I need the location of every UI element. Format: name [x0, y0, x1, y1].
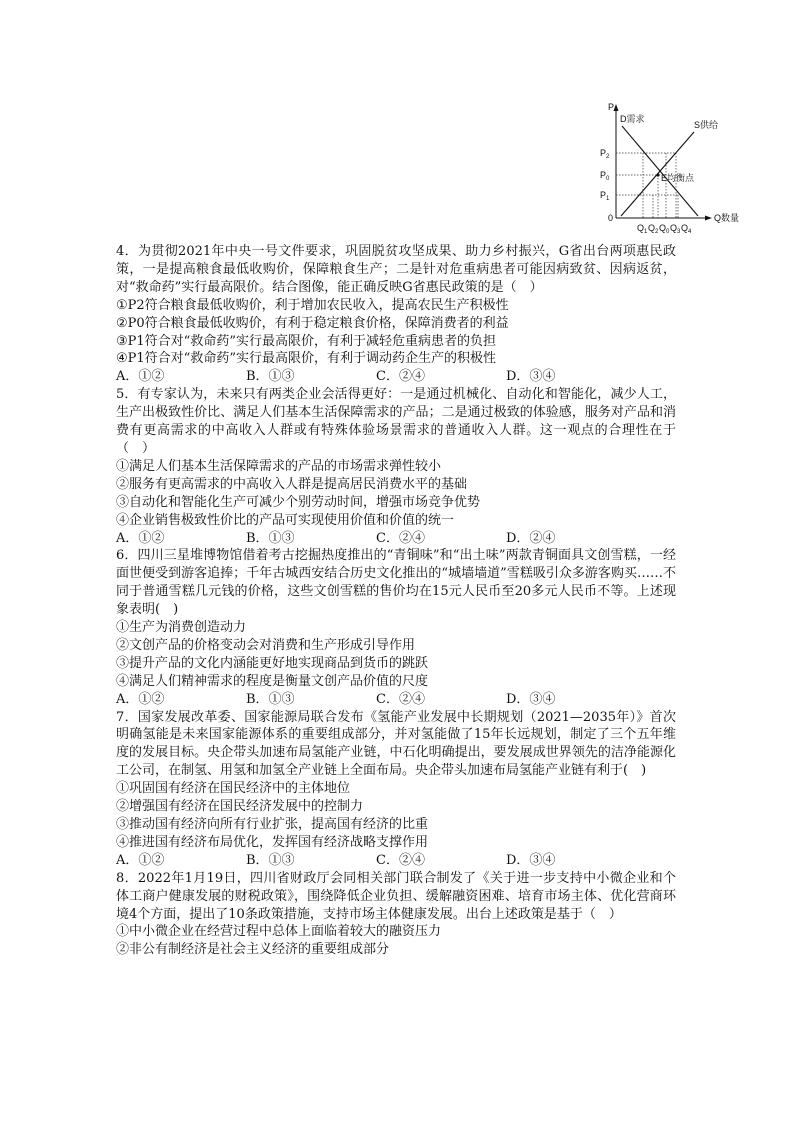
option-item: ②文创产品的价格变动会对消费和生产形成引导作用 [116, 637, 416, 653]
choice-d[interactable]: D．③④ [506, 369, 556, 385]
choice-a[interactable]: A．①② [116, 691, 165, 707]
question-7 [116, 709, 676, 870]
question-stem: 6．四川三星堆博物馆借着考古挖掘热度推出的“青铜味”和“出土味”两款青铜面具文创雪糕，一经面世便受到游客追捧；千年古城西安结合历史文化推出的“城墙墙道”雪糕吸引众多游客购买……不同于普通雪糕几元钱的价格，这些文创雪糕的售价均在15元人民币至20多元人民币不等。上述现象表明( ) [116, 548, 676, 618]
choice-a[interactable]: A．①② [116, 530, 165, 546]
option-item: ①中小微企业在经营过程中总体上面临着较大的融资压力 [116, 924, 442, 940]
option-item: ①生产为消费创造动力 [116, 620, 247, 636]
answer-choices [116, 368, 676, 386]
option-item: ④推进国有经济布局优化，发挥国有经济战略支撑作用 [116, 834, 429, 850]
option-item: ②增强国有经济在国民经济发展中的控制力 [116, 799, 364, 815]
choice-b[interactable]: B．①③ [246, 530, 295, 546]
p0-tick: $P_0$ [600, 170, 610, 182]
question-5 [116, 386, 676, 547]
option-item: ②服务有更高需求的中高收入人群是提高居民消费水平的基础 [116, 476, 468, 492]
demand-label: D需求 [620, 114, 645, 124]
question-stem: 5．有专家认为，未来只有两类企业会活得更好：一是通过机械化、自动化和智能化，减少人工，生产出极致性价比、满足人们基本生活保障需求的产品；二是通过极致的体验感，服务对产品和消费有更高需求的中高收入人群或有特殊体验场景需求的普通收入人群。这一观点的合理性在于（ ） [116, 387, 676, 456]
option-item: ③自动化和智能化生产可减少个别劳动时间，增强市场竞争优势 [116, 494, 481, 510]
question-stem: 4．为贯彻2021年中央一号文件要求，巩固脱贫攻坚成果、助力乡村振兴，G省出台两项惠民政策，一是提高粮食最低收购价，保障粮食生产；二是针对危重病患者可能因病致贫、因病返贫，对“救命药”实行最高限价。结合图像，能正确反映G省惠民政策的是（ ） [116, 244, 676, 295]
question-8 [116, 870, 676, 960]
question-4 [116, 243, 676, 386]
question-stem: 8．2022年1月19日，四川省财政厅会同相关部门联合制发了《关于进一步支持中小微企业和个体工商户健康发展的财税政策》，围绕降低企业负担、缓解融资困难、培育市场主体、优化营商环境4个方面，提出了10条政策措施，支持市场主体健康发展。出台上述政策是基于（ ） [116, 870, 676, 922]
answer-choices [116, 852, 676, 870]
option-item: ①P2符合粮食最低收购价，利于增加农民收入，提高农民生产积极性 [116, 297, 509, 313]
x-axis-arrow [705, 216, 712, 221]
p2-tick: $P_2$ [600, 148, 610, 160]
choice-a[interactable]: A．①② [116, 852, 165, 868]
option-item: ②P0符合粮食最低收购价，有利于稳定粮食价格，保障消费者的利益 [116, 315, 509, 331]
y-axis-label: P [608, 102, 615, 112]
choice-c[interactable]: C．②④ [376, 530, 425, 546]
choice-c[interactable]: C．②④ [376, 369, 425, 385]
option-item: ③推动国有经济向所有行业扩张，提高国有经济的比重 [116, 817, 429, 832]
choice-d[interactable]: D．②④ [506, 530, 556, 546]
option-item: ①巩固国有经济在国民经济中的主体地位 [116, 781, 351, 797]
choice-b[interactable]: B．①③ [246, 369, 295, 385]
question-stem: 7．国家发展改革委、国家能源局联合发布《氢能产业发展中长期规划（2021—2035年）》首次明确氢能是未来国家能源体系的重要组成部分，并对氢能做了15年长远规划，制定了三个五年维度的发展目标。央企带头加速布局氢能产业链，中石化明确提出，要发展成世界领先的洁净能源化工公司，在制氢、用氢和加氢全产业链上全面布局。央企带头加速布局氢能产业链有利于( ) [116, 709, 676, 779]
equilibrium-point [656, 173, 659, 176]
choice-b[interactable]: B．①③ [246, 691, 295, 707]
supply-demand-chart [590, 100, 780, 240]
equilibrium-label: E均衡点 [661, 173, 695, 183]
q0-tick: $Q_0$ [659, 223, 670, 235]
supply-label: S供给 [694, 120, 719, 130]
choice-a[interactable]: A．①② [116, 369, 165, 385]
choice-b[interactable]: B．①③ [246, 852, 295, 868]
q3-tick: $Q_3$ [670, 223, 681, 235]
question-6 [116, 547, 676, 708]
option-item: ④企业销售极致性价比的产品可实现使用价值和价值的统一 [116, 512, 455, 528]
q1-tick: $Q_1$ [637, 223, 648, 235]
option-item: ①满足人们基本生活保障需求的产品的市场需求弹性较小 [116, 458, 442, 474]
y-axis-arrow [614, 104, 619, 111]
answer-choices [116, 530, 676, 548]
answer-choices [116, 691, 676, 709]
x-axis-label: Q数量 [714, 213, 740, 223]
questions-section [116, 243, 676, 959]
choice-c[interactable]: C．②④ [376, 852, 425, 868]
option-item: ③P1符合对“救命药”实行最高限价，有利于减轻危重病患者的负担 [116, 333, 496, 349]
option-item: ②非公有制经济是社会主义经济的重要组成部分 [116, 942, 390, 958]
supply-demand-graph [590, 100, 780, 240]
q4-tick: $Q_4$ [681, 223, 692, 235]
choice-c[interactable]: C．②④ [376, 691, 425, 707]
origin-label: 0 [608, 213, 614, 223]
option-item: ④满足人们精神需求的程度是衡量文创产品价值的尺度 [116, 673, 429, 689]
option-item: ④P1符合对“救命药”实行最高限价，有利于调动药企生产的积极性 [116, 351, 496, 367]
option-item: ③提升产品的文化内涵能更好地实现商品到货币的跳跃 [116, 655, 429, 671]
choice-d[interactable]: D．③④ [506, 852, 556, 868]
choice-d[interactable]: D．③④ [506, 691, 556, 707]
q2-tick: $Q_2$ [648, 223, 659, 235]
p1-tick: $P_1$ [600, 190, 610, 202]
